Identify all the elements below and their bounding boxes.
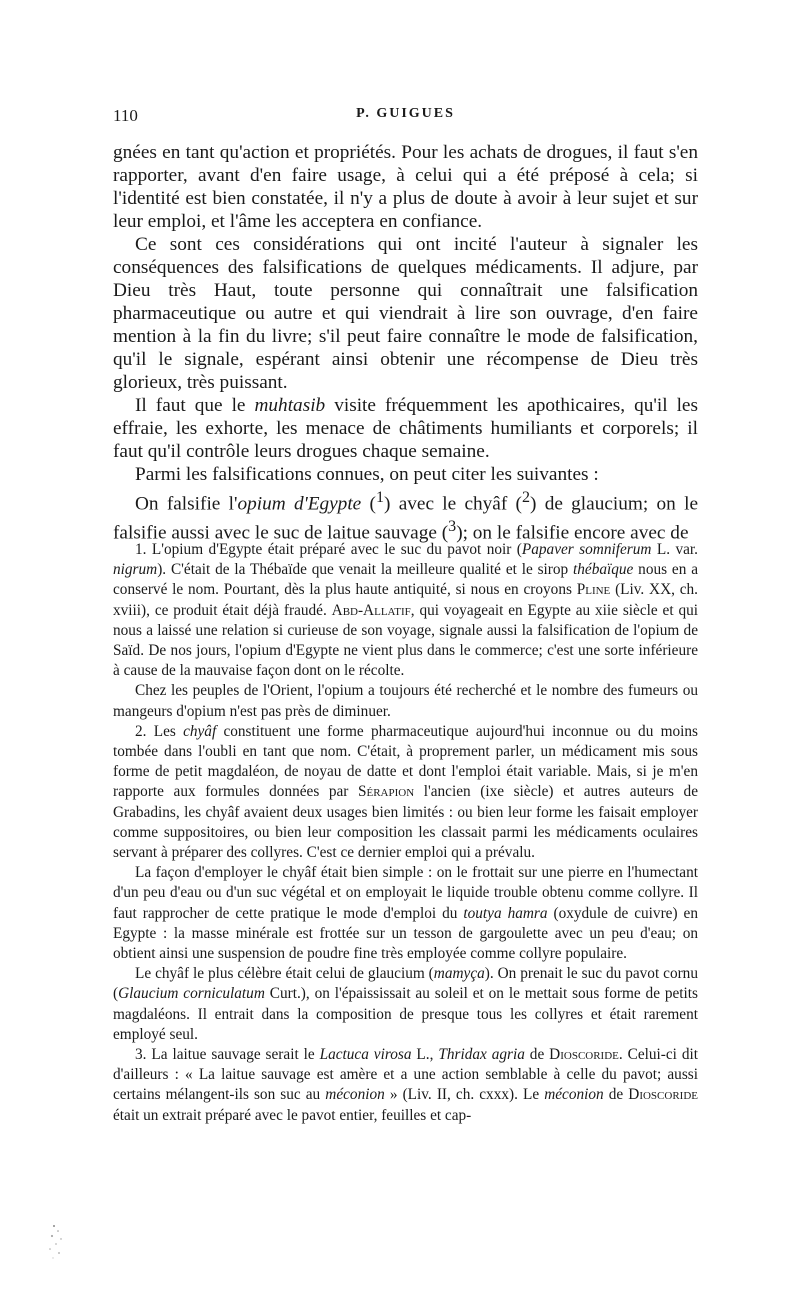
footnote-ref-3: 3 xyxy=(448,518,457,536)
footnote-3: 3. La laitue sauvage serait le Lactuca virosa L., Thridax agria de Dioscoride. Celui-ci dit d'ailleurs : « La laitue sauvage est amère et a une action semblable à celle du pavot; aussi certains mélangent-ils son suc au méconion » (Liv. II, ch. cxxx). Le méconion de Dioscoride était un extrait préparé avec le pavot entier, feuilles et cap- xyxy=(113,1046,698,1124)
paragraph: On falsifie l'opium d'Egypte ($^1$) avec le chyâf ($^2$) de glaucium; on le falsifie aussi avec le suc de laitue sauvage ($^3$); on le falsifie encore avec de xyxy=(113,489,699,544)
running-title: P. GUIGUES xyxy=(356,106,455,121)
paragraph: Ce sont ces considérations qui ont incité l'auteur à signaler les conséquences des falsifications de quelques médicaments. Il adjure, par Dieu très Haut, toute personne qui connaîtrait une falsification pharmaceutique ou autre et qui viendrait à lire son ouvrage, d'en faire mention à la fin du livre; s'il peut faire connaître le mode de falsification, qu'il le signale, espérant ainsi obtenir une récompense de Dieu très glorieux, très puissant. xyxy=(113,234,698,393)
scan-speck-mark xyxy=(44,1222,70,1262)
footnote-1-continued: Chez les peuples de l'Orient, l'opium a toujours été recherché et le nombre des fumeurs ou mangeurs d'opium n'est pas près de diminuer. xyxy=(113,682,698,720)
main-text xyxy=(113,141,698,545)
footnote-ref-1: 1 xyxy=(375,489,384,506)
footnotes xyxy=(113,540,698,1126)
page-header xyxy=(113,106,698,128)
paragraph: gnées en tant qu'action et propriétés. Pour les achats de drogues, il faut s'en rapporter, avant d'en faire usage, à celui qui a été préposé à cela; si l'identité est bien constatée, il n'y a plus de doute à avoir à leur sujet et sur leur emploi, et l'âme les acceptera en confiance. xyxy=(113,142,698,232)
footnote-2-continued: Le chyâf le plus célèbre était celui de glaucium (mamyça). On prenait le suc du pavot cornu (Glaucium corniculatum Curt.), on l'épaississait au soleil et on le mettait sous forme de petits magdaléons. Il entrait dans la composition de presque tous les collyres et était rarement employé seul. xyxy=(113,965,698,1043)
footnote-2: 2. Les chyâf constituent une forme pharmaceutique aujourd'hui inconnue ou du moins tombée dans l'oubli en tant que nom. C'était, à proprement parler, un médicament mis sous forme de petit magdaléon, de noyau de datte et dont l'emploi était variable. Mais, si je m'en rapporte aux formules données par Sérapion l'ancien (ixe siècle) et autres auteurs de Grabadins, les chyâf avaient deux usages bien limités : ou bien leur forme les faisait employer comme suppositoires, ou bien leur composition les classait parmi les médicaments oculaires servant à préparer des collyres. C'est ce dernier emploi qui a prévalu. xyxy=(113,722,698,862)
term-opium: opium d'Egypte xyxy=(237,493,362,515)
term-muhtasib: muhtasib xyxy=(254,395,326,416)
paragraph: Parmi les falsifications connues, on peut citer les suivantes : xyxy=(135,464,599,485)
footnote-1: 1. L'opium d'Egypte était préparé avec le suc du pavot noir (Papaver somniferum L. var. nigrum). C'était de la Thébaïde que venait la meilleure qualité et le sirop thébaïque nous en a conservé le nom. Pourtant, dès la plus haute antiquité, si nous en croyons Pline (Liv. XX, ch. xviii), ce produit était déjà fraudé. Abd-Allatif, qui voyageait en Egypte au xiie siècle et qui nous a laissé une relation si curieuse de son voyage, signale aussi la falsification de l'opium de Saïd. De nos jours, l'opium d'Egypte ne vient plus dans le commerce; c'est une sorte inférieure à cause de la mauvaise façon dont on le récolte. xyxy=(113,541,698,680)
page-number: 110 xyxy=(113,106,138,125)
paragraph: Il faut que le muhtasib visite fréquemment les apothicaires, qu'il les effraie, les exhorte, les menace de châtiments humiliants et corporels; il faut qu'il contrôle leurs drogues chaque semaine. xyxy=(113,395,698,462)
footnote-2-continued: La façon d'employer le chyâf était bien simple : on le frottait sur une pierre en l'humectant d'un peu d'eau ou d'un suc végétal et on employait le liquide trouble obtenu comme collyre. Il faut rapprocher de cette pratique le mode d'emploi du toutya hamra (oxydule de cuivre) en Egypte : la masse minérale est frottée sur un tesson de gargoulette avec un peu d'eau; on obtient ainsi une suspension de poudre fine très employée comme collyre populaire. xyxy=(113,864,698,963)
footnote-ref-2: 2 xyxy=(521,489,531,506)
